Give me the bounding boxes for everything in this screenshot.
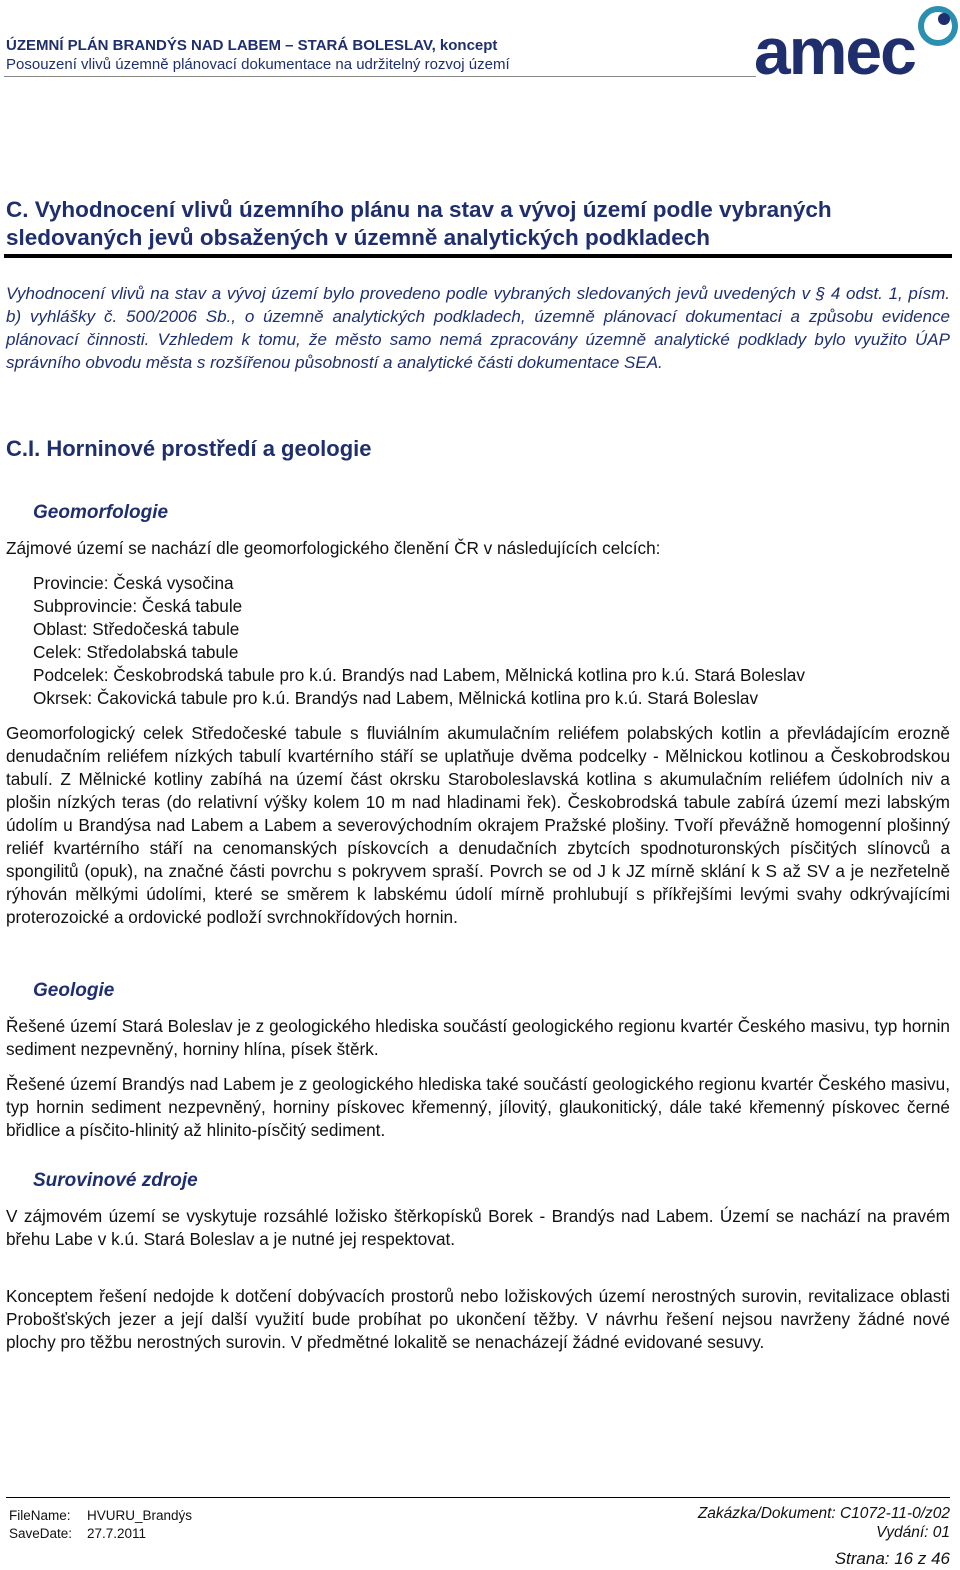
logo-dot-icon — [938, 13, 950, 25]
vydani-value: Vydání: 01 — [876, 1524, 950, 1541]
footer-divider — [6, 1497, 950, 1498]
zakazka-value: Zakázka/Dokument: C1072-11-0/z02 — [697, 1505, 950, 1522]
filename-label: FileName: — [9, 1508, 71, 1523]
section-rule — [4, 254, 952, 258]
intro-sentence-1: Vyhodnocení vlivů na stav a vývoj území bylo provedeno podle vybraných sledovaných jevů uvedených v § 4 odst. 1, písm. b) vyhlášky č. 500/2006 Sb., o územně analytických podkladech, územně plánovací dokumentaci a způsobu evidence plánovací činnosti. — [6, 284, 950, 349]
suroviny-heading: Surovinové zdroje — [33, 1170, 198, 1191]
amec-logo — [752, 4, 960, 78]
list-item: Okrsek: Čakovická tabule pro k.ú. Brandýs nad Labem, Mělnická kotlina pro k.ú. Stará Boleslav — [33, 688, 759, 708]
document-subtitle: Posouzení vlivů územně plánovací dokumentace na udržitelný rozvoj území — [6, 56, 510, 73]
geologie-paragraph-2: Řešené území Brandýs nad Labem je z geologického hlediska také součástí geologického regionu kvartér Českého masivu, typ hornin sediment nezpevněný, horniny pískovec křemenný, jílovitý, glaukonitický, dále také křemenný pískovec černé břidlice a písčito-hlinitý až hlinito-písčitý sediment. — [6, 1074, 950, 1140]
logo-wordmark: amec — [754, 14, 915, 78]
list-item: Celek: Středolabská tabule — [33, 642, 239, 662]
footer-document-info — [698, 1504, 950, 1542]
document-title: ÚZEMNÍ PLÁN BRANDÝS NAD LABEM – STARÁ BOLESLAV, koncept — [6, 37, 498, 54]
savedate-value: 27.7.2011 — [87, 1525, 147, 1541]
intro-sentence-2: Vzhledem k tomu, že město samo nemá zpracovány územně analytické podklady bylo využito ÚAP správního obvodu města s rozšířenou působností a analytické části dokumentace SEA. — [6, 330, 950, 372]
list-item: Oblast: Středočeská tabule — [33, 619, 240, 639]
geomorfologie-text: Geomorfologický celek Středočeské tabule s fluviálním akumulačním reliéfem polabských kotlin a převládajícím erozně denudačním reliéfem nízkých tabulí kvartérního stáří se uplatňuje dvěma podcelky - Mělnickou kotlinou a Českobrodskou tabulí. Z Mělnické kotliny zabíhá na území část okrsku Staroboleslavská kotlina s akumulačním reliéfem údolních niv a plošin nízkých teras (do relativní výšky kolem 10 m nad hladinami řek). Českobrodská tabule zabírá území mezi labským údolím u Brandýsa nad Labem a Labem a severovýchodním okrajem Pražské plošiny. Tvoří převážně homogenní plošinný reliéf kvartérního stáří na cenomanských pískovcích a denudačních zbytcích spodnoturonských písčitých slínovců a spongilitů (opuk), na značné části povrchu s pokryvem spraší. Povrch se od J k JZ mírně sklání k S až SV a je nezřetelně rýhován mělkými údolími, které se směrem k labskému údolí mírně prohlubují s příkřejšími levými svahy odkrývajícími proterozoické a ordovické podloží svrchnokřídových hornin. — [6, 723, 950, 927]
header-divider — [4, 76, 756, 77]
filename-value: HVURU_Brandýs — [87, 1508, 193, 1523]
logo-ring-icon — [921, 9, 955, 43]
geomorfologie-list — [33, 572, 805, 710]
savedate-label: SaveDate: — [9, 1525, 73, 1541]
list-item: Subprovincie: Česká tabule — [33, 596, 243, 616]
suroviny-paragraph-2: Konceptem řešení nedojde k dotčení dobývacích prostorů nebo ložiskových území nerostných surovin, revitalizace oblasti Probošťských jezer a její další využití bude probíhat po ukončení těžby. V návrhu řešení nejsou navrženy žádné nové plochy pro těžbu nerostných surovin. V předmětné lokalitě se nenacházejí žádné evidované sesuvy. — [6, 1286, 950, 1352]
page-number: Strana: 16 z 46 — [834, 1549, 950, 1568]
geologie-heading: Geologie — [33, 980, 115, 1001]
subsection-heading: C.I. Horninové prostředí a geologie — [6, 436, 372, 461]
geomorfologie-lead: Zájmové území se nachází dle geomorfologického členění ČR v následujících celcích: — [6, 538, 661, 558]
footer-file-info — [9, 1507, 192, 1542]
section-heading: C. Vyhodnocení vlivů územního plánu na stav a vývoj území podle vybraných sledovaných jevů obsažených v územně analytických podkladech — [6, 197, 832, 250]
geologie-paragraph-1: Řešené území Stará Boleslav je z geologického hlediska součástí geologického regionu kvartér Českého masivu, typ hornin sediment nezpevněný, horniny hlína, písek štěrk. — [6, 1016, 950, 1059]
list-item: Provincie: Česká vysočina — [33, 573, 234, 593]
list-item: Podcelek: Českobrodská tabule pro k.ú. Brandýs nad Labem, Mělnická kotlina pro k.ú. Stará Boleslav — [33, 665, 805, 685]
geomorfologie-heading: Geomorfologie — [33, 502, 169, 523]
section-intro — [6, 282, 950, 374]
suroviny-paragraph-1: V zájmovém území se vyskytuje rozsáhlé ložisko štěrkopísků Borek - Brandýs nad Labem. Území se nachází na pravém břehu Labe v k.ú. Stará Boleslav a je nutné jej respektovat. — [6, 1206, 950, 1249]
